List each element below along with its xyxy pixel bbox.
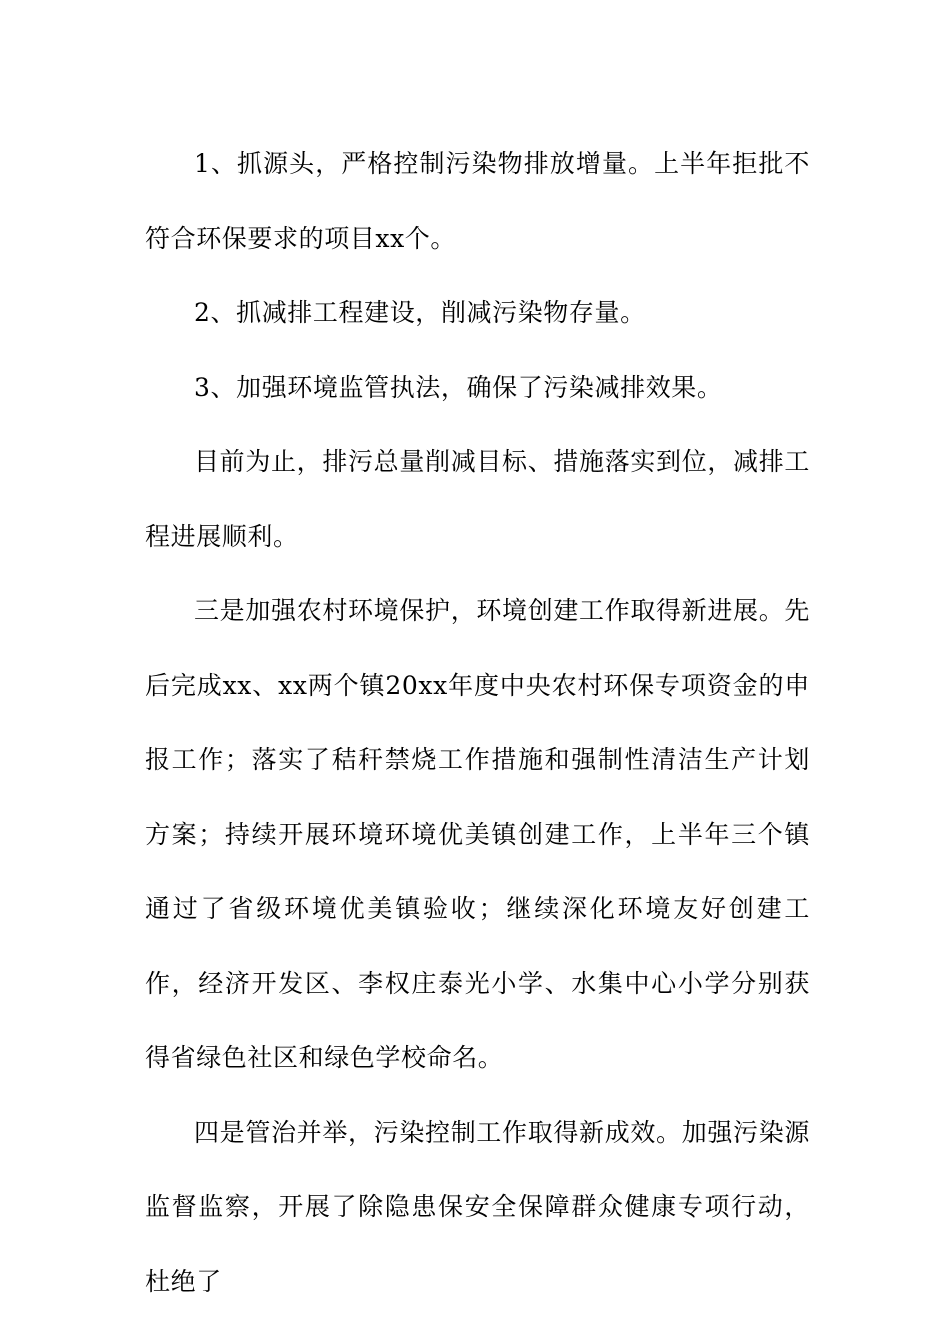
document-body [145,127,810,1319]
paragraph-4: 目前为止，排污总量削减目标、措施落实到位，减排工程进展顺利。 [145,447,810,551]
paragraph-2: 2、抓减排工程建设，削减污染物存量。 [194,298,646,327]
paragraph-5: 三是加强农村环境保护，环境创建工作取得新进展。先后完成xx、xx两个镇20xx年度中央农村环保专项资金的申报工作；落实了秸秆禁烧工作措施和强制性清洁生产计划方案；持续开展环境环境优美镇创建工作，上半年三个镇通过了省级环境优美镇验收；继续深化环境友好创建工作，经济开发区、李权庄泰光小学、水集中心小学分别获得省绿色社区和绿色学校命名。 [145,596,810,1072]
paragraph-3: 3、加强环境监管执法，确保了污染减排效果。 [194,372,723,402]
paragraph-6: 四是管治并举，污染控制工作取得新成效。加强污染源监督监察，开展了除隐患保安全保障群众健康专项行动，杜绝了 [145,1117,810,1296]
paragraph-1: 1、抓源头，严格控制污染物排放增量。上半年拒批不符合环保要求的项目xx个。 [145,149,810,253]
